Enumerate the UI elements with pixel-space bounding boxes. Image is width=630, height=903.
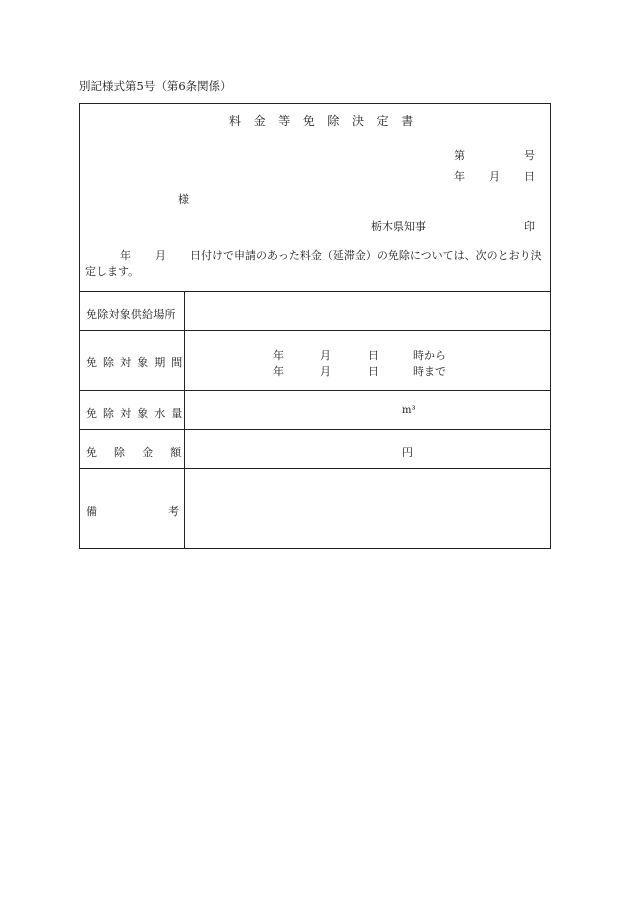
row-divider xyxy=(80,330,550,331)
location-label: 免除対象供給場所 xyxy=(86,308,176,321)
period-to-day: 日 xyxy=(368,365,379,378)
body-month-unit: 月 xyxy=(155,249,166,262)
amount-label: 免除金額 xyxy=(86,446,199,459)
period-from-month: 月 xyxy=(320,349,331,362)
volume-label: 免除対象水量 xyxy=(86,407,189,420)
period-from-hour: 時から xyxy=(413,349,446,362)
period-to-year: 年 xyxy=(273,365,284,378)
volume-unit: m³ xyxy=(402,405,416,416)
issue-number-suffix: 号 xyxy=(524,149,535,162)
row-divider xyxy=(80,390,550,391)
remarks-label-first: 備 xyxy=(86,505,97,518)
row-divider xyxy=(80,429,550,430)
row-divider xyxy=(80,468,550,469)
body-year-unit: 年 xyxy=(120,249,131,262)
period-from-year: 年 xyxy=(273,349,284,362)
issuer-name: 栃木県知事 xyxy=(371,220,426,233)
period-label: 免除対象期間 xyxy=(86,356,189,369)
period-to-hour: 時まで xyxy=(413,365,446,378)
form-caption: 別記様式第5号（第6条関係） xyxy=(79,79,232,93)
issue-number-prefix: 第 xyxy=(454,149,465,162)
body-text-line2: 定します。 xyxy=(85,265,140,278)
seal-mark: 印 xyxy=(524,220,535,233)
decision-form xyxy=(79,103,551,549)
body-text-line1: 日付けで申請のあった料金（延滞金）の免除については、次のとおり決 xyxy=(190,249,542,262)
addressee-honorific: 様 xyxy=(178,193,189,206)
table-top-rule xyxy=(80,291,550,292)
period-to-month: 月 xyxy=(320,365,331,378)
remarks-label-second: 考 xyxy=(168,505,179,518)
issue-date-day: 日 xyxy=(524,170,535,183)
amount-unit: 円 xyxy=(402,446,413,459)
issue-date-month: 月 xyxy=(489,170,500,183)
issue-date-year: 年 xyxy=(454,170,465,183)
document-title: 料金等免除決定書 xyxy=(229,114,426,128)
period-from-day: 日 xyxy=(368,349,379,362)
